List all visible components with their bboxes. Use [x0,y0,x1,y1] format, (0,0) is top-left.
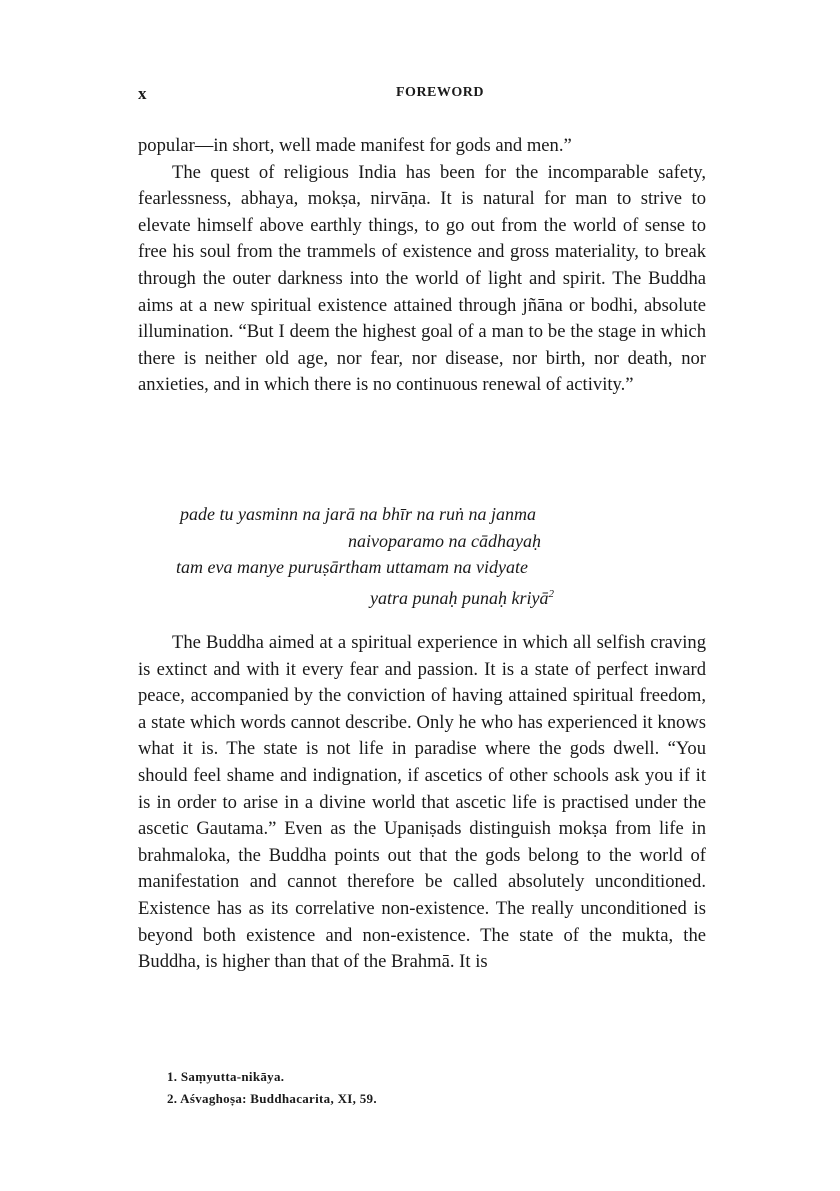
verse-line-3: tam eva manye puruṣārtham uttamam na vidyate [176,557,528,577]
sanskrit-verse [138,501,706,611]
page-header [138,84,706,108]
running-head: FOREWORD [396,85,484,100]
paragraph-spiritual-experience: The Buddha aimed at a spiritual experience in which all selfish craving is extinct and with it every fear and passion. It is a state of perfect inward peace, accompanied by the conviction of having attained spiritual freedom, a state which words cannot describe. Only he who has experienced it knows what it is. The state is not life in paradise where the gods dwell. “You should feel shame and indignation, if ascetics of other schools ask you if it is in order to arise in a divine world that ascetic life is practised under the ascetic Gautama.” Even as the Upaniṣads distinguish mokṣa from life in brahmaloka, the Buddha points out that the gods belong to the world of manifestation and cannot therefore be called absolutely unconditioned. Existence has as its correlative non-existence. The really unconditioned is beyond both existence and non-existence. The state of the mukta, the Buddha, is higher than that of the Brahmā. It is [138,632,706,973]
verse-line-4-text: yatra punaḥ punaḥ kriyā [370,587,549,608]
footnote-1: 1. Saṃyutta-nikāya. [167,1069,285,1084]
footnote-2: 2. Aśvaghoṣa: Buddhacarita, XI, 59. [167,1091,377,1106]
footnotes [167,1066,377,1110]
page-number: x [138,84,147,103]
text-block-upper [138,133,706,399]
text-block-lower [138,630,706,976]
paragraph-continuation: popular—in short, well made manifest for gods and men.” [138,135,572,156]
footnote-ref-2: 2 [548,587,554,600]
verse-line-4 [138,581,706,612]
paragraph-quest: The quest of religious India has been for the incomparable safety, fearlessness, abhaya, mokṣa, nirvāṇa. It is natural for man to strive to elevate himself above earthly things, to go out from the world of sense to free his soul from the trammels of existence and gross materiality, to break through the outer darkness into the world of light and spirit. The Buddha aims at a new spiritual existence attained through jñāna or bodhi, absolute illumination. “But I deem the highest goal of a man to be the stage in which there is neither old age, nor fear, nor disease, nor birth, nor death, nor anxieties, and in which there is no continuous renewal of activity.” [138,161,706,396]
verse-line-2: naivoparamo na cādhayaḥ [348,530,541,551]
verse-line-1: pade tu yasminn na jarā na bhīr na ruṅ na janma [180,504,537,524]
